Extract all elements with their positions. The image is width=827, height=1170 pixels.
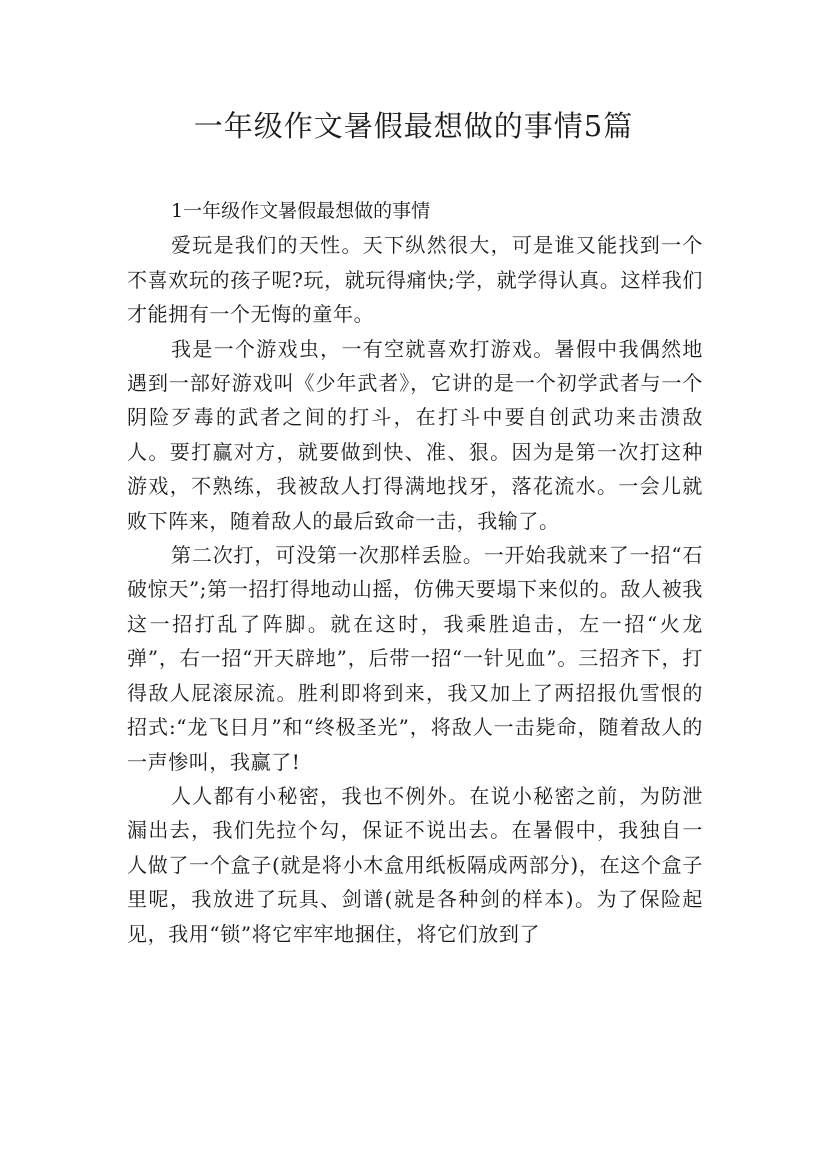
paragraph-2: 我是一个游戏虫，一有空就喜欢打游戏。暑假中我偶然地遇到一部好游戏叫《少年武者》，它讲的是一个初学武者与一个阴险歹毒的武者之间的打斗，在打斗中要自创武功来击溃敌人。要打赢对方，就要做到快、准、狠。因为是第一次打这种游戏，不熟练，我被敌人打得满地找牙，落花流水。一会儿就败下阵来，随着敌人的最后致命一击，我输了。 (127, 336, 703, 533)
paragraph-1: 爱玩是我们的天性。天下纵然很大，可是谁又能找到一个不喜欢玩的孩子呢?玩，就玩得痛快;学，就学得认真。这样我们才能拥有一个无悔的童年。 (127, 233, 703, 327)
paragraph-3: 第二次打，可没第一次那样丢脸。一开始我就来了一招“石破惊天”;第一招打得地动山摇，仿佛天要塌下来似的。敌人被我这一招打乱了阵脚。就在这时，我乘胜追击，左一招“火龙弹”，右一招“开天辟地”，后带一招“一针见血”。三招齐下，打得敌人屁滚尿流。胜利即将到来，我又加上了两招报仇雪恨的招式:“龙飞日月”和“终极圣光”，将敌人一击毙命，随着敌人的一声惨叫，我赢了! (127, 543, 703, 774)
paragraph-4: 人人都有小秘密，我也不例外。在说小秘密之前，为防泄漏出去，我们先拉个勾，保证不说出去。在暑假中，我独自一人做了一个盒子(就是将小木盒用纸板隔成两部分)，在这个盒子里呢，我放进了玩具、剑谱(就是各种剑的样本)。为了保险起见，我用“锁”将它牢牢地捆住，将它们放到了 (127, 783, 703, 946)
document-title: 一年级作文暑假最想做的事情5篇 (193, 109, 634, 143)
document-body (127, 194, 703, 951)
section-subheading: 1一年级作文暑假最想做的事情 (171, 200, 431, 222)
